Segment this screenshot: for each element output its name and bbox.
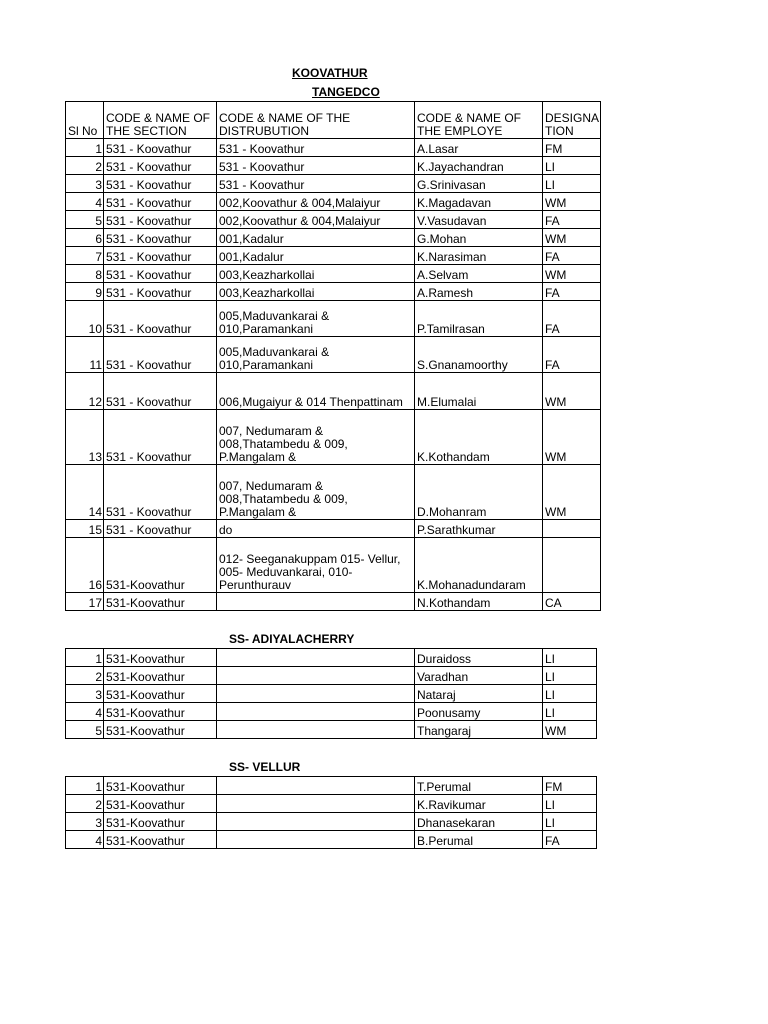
- cell-section: 531 - Koovathur: [104, 283, 217, 301]
- cell-designation: LI: [543, 795, 597, 813]
- cell-sl-no: 8: [66, 265, 104, 283]
- cell-section: 531-Koovathur: [104, 721, 217, 739]
- cell-section: 531-Koovathur: [104, 649, 217, 667]
- cell-section: 531 - Koovathur: [104, 193, 217, 211]
- cell-section: 531 - Koovathur: [104, 301, 217, 337]
- cell-distribution: 012- Seeganakuppam 015- Vellur, 005- Meduvankarai, 010- Perunthurauv: [217, 538, 415, 593]
- cell-employee: V.Vasudavan: [415, 211, 543, 229]
- table-row: [66, 538, 601, 593]
- cell-sl-no: 2: [66, 795, 104, 813]
- table-row: [66, 410, 601, 465]
- header-distribution: CODE & NAME OF THE DISTRUBUTION: [217, 102, 415, 139]
- cell-designation: LI: [543, 685, 597, 703]
- cell-distribution: 003,Keazharkollai: [217, 265, 415, 283]
- cell-sl-no: 17: [66, 593, 104, 611]
- cell-sl-no: 1: [66, 649, 104, 667]
- cell-employee: K.Jayachandran: [415, 157, 543, 175]
- cell-designation: LI: [543, 667, 597, 685]
- cell-designation: WM: [543, 465, 601, 520]
- cell-designation: FA: [543, 337, 601, 373]
- cell-employee: Nataraj: [415, 685, 543, 703]
- header-employee: CODE & NAME OF THE EMPLOYE: [415, 102, 543, 139]
- cell-designation: FA: [543, 831, 597, 849]
- cell-distribution: 007, Nedumaram & 008,Thatambedu & 009, P.Mangalam &: [217, 410, 415, 465]
- cell-distribution: 001,Kadalur: [217, 229, 415, 247]
- document-title: KOOVATHUR: [292, 66, 368, 80]
- cell-designation: WM: [543, 229, 601, 247]
- cell-sl-no: 4: [66, 703, 104, 721]
- cell-sl-no: 11: [66, 337, 104, 373]
- cell-section: 531 - Koovathur: [104, 175, 217, 193]
- cell-section: 531-Koovathur: [104, 538, 217, 593]
- cell-designation: LI: [543, 649, 597, 667]
- cell-employee: Thangaraj: [415, 721, 543, 739]
- cell-sl-no: 3: [66, 813, 104, 831]
- cell-sl-no: 7: [66, 247, 104, 265]
- cell-employee: B.Perumal: [415, 831, 543, 849]
- cell-designation: [543, 520, 601, 538]
- cell-employee: M.Elumalai: [415, 373, 543, 410]
- cell-distribution: [217, 703, 415, 721]
- cell-designation: LI: [543, 703, 597, 721]
- cell-section: 531 - Koovathur: [104, 410, 217, 465]
- cell-designation: WM: [543, 373, 601, 410]
- cell-section: 531-Koovathur: [104, 685, 217, 703]
- cell-employee: K.Mohanadundaram: [415, 538, 543, 593]
- cell-distribution: [217, 649, 415, 667]
- cell-employee: D.Mohanram: [415, 465, 543, 520]
- cell-section: 531 - Koovathur: [104, 229, 217, 247]
- table-row: [66, 193, 601, 211]
- cell-sl-no: 6: [66, 229, 104, 247]
- cell-sl-no: 4: [66, 193, 104, 211]
- cell-sl-no: 2: [66, 667, 104, 685]
- cell-designation: WM: [543, 193, 601, 211]
- cell-employee: S.Gnanamoorthy: [415, 337, 543, 373]
- table-row: [66, 777, 597, 795]
- table-header-row: [66, 102, 601, 139]
- cell-distribution: [217, 685, 415, 703]
- cell-section: 531 - Koovathur: [104, 211, 217, 229]
- cell-distribution: [217, 777, 415, 795]
- cell-distribution: [217, 831, 415, 849]
- cell-designation: WM: [543, 265, 601, 283]
- cell-sl-no: 10: [66, 301, 104, 337]
- cell-employee: K.Narasiman: [415, 247, 543, 265]
- cell-distribution: [217, 721, 415, 739]
- cell-designation: CA: [543, 593, 601, 611]
- cell-designation: LI: [543, 175, 601, 193]
- table-row: [66, 373, 601, 410]
- table-row: [66, 337, 601, 373]
- table-row: [66, 157, 601, 175]
- cell-sl-no: 15: [66, 520, 104, 538]
- cell-employee: N.Kothandam: [415, 593, 543, 611]
- cell-distribution: 006,Mugaiyur & 014 Thenpattinam: [217, 373, 415, 410]
- table-row: [66, 139, 601, 157]
- cell-distribution: [217, 813, 415, 831]
- cell-section: 531-Koovathur: [104, 795, 217, 813]
- cell-distribution: 531 - Koovathur: [217, 175, 415, 193]
- vellur-table: [65, 776, 597, 849]
- cell-distribution: 002,Koovathur & 004,Malaiyur: [217, 211, 415, 229]
- table-row: [66, 813, 597, 831]
- cell-section: 531 - Koovathur: [104, 139, 217, 157]
- cell-designation: WM: [543, 721, 597, 739]
- cell-section: 531-Koovathur: [104, 667, 217, 685]
- cell-sl-no: 9: [66, 283, 104, 301]
- cell-employee: A.Lasar: [415, 139, 543, 157]
- section-label-adiyalacherry: SS- ADIYALACHERRY: [229, 632, 355, 646]
- cell-employee: K.Ravikumar: [415, 795, 543, 813]
- cell-sl-no: 1: [66, 777, 104, 795]
- cell-distribution: 002,Koovathur & 004,Malaiyur: [217, 193, 415, 211]
- table-row: [66, 247, 601, 265]
- cell-distribution: 531 - Koovathur: [217, 157, 415, 175]
- cell-distribution: [217, 795, 415, 813]
- section-label-vellur: SS- VELLUR: [229, 760, 301, 774]
- cell-distribution: 001,Kadalur: [217, 247, 415, 265]
- cell-section: 531 - Koovathur: [104, 265, 217, 283]
- cell-sl-no: 5: [66, 211, 104, 229]
- cell-distribution: 005,Maduvankarai & 010,Paramankani: [217, 301, 415, 337]
- header-designation: DESIGNA TION: [543, 102, 601, 139]
- cell-section: 531 - Koovathur: [104, 520, 217, 538]
- table-row: [66, 465, 601, 520]
- cell-employee: Varadhan: [415, 667, 543, 685]
- cell-designation: [543, 538, 601, 593]
- cell-sl-no: 5: [66, 721, 104, 739]
- table-row: [66, 593, 601, 611]
- cell-employee: A.Ramesh: [415, 283, 543, 301]
- table-row: [66, 211, 601, 229]
- cell-employee: P.Tamilrasan: [415, 301, 543, 337]
- cell-sl-no: 3: [66, 685, 104, 703]
- cell-section: 531-Koovathur: [104, 593, 217, 611]
- cell-sl-no: 13: [66, 410, 104, 465]
- cell-sl-no: 1: [66, 139, 104, 157]
- table-row: [66, 685, 597, 703]
- cell-employee: P.Sarathkumar: [415, 520, 543, 538]
- table-row: [66, 265, 601, 283]
- cell-employee: A.Selvam: [415, 265, 543, 283]
- cell-employee: Poonusamy: [415, 703, 543, 721]
- cell-sl-no: 14: [66, 465, 104, 520]
- table-row: [66, 520, 601, 538]
- cell-sl-no: 16: [66, 538, 104, 593]
- cell-section: 531 - Koovathur: [104, 465, 217, 520]
- cell-distribution: [217, 667, 415, 685]
- cell-sl-no: 12: [66, 373, 104, 410]
- table-row: [66, 831, 597, 849]
- header-section: CODE & NAME OF THE SECTION: [104, 102, 217, 139]
- staff-table: [65, 101, 601, 611]
- cell-sl-no: 3: [66, 175, 104, 193]
- cell-distribution: [217, 593, 415, 611]
- cell-designation: FA: [543, 247, 601, 265]
- table-row: [66, 703, 597, 721]
- cell-employee: G.Srinivasan: [415, 175, 543, 193]
- cell-distribution: 003,Keazharkollai: [217, 283, 415, 301]
- cell-employee: K.Kothandam: [415, 410, 543, 465]
- cell-section: 531-Koovathur: [104, 703, 217, 721]
- cell-distribution: 531 - Koovathur: [217, 139, 415, 157]
- cell-employee: Dhanasekaran: [415, 813, 543, 831]
- cell-section: 531-Koovathur: [104, 777, 217, 795]
- cell-employee: G.Mohan: [415, 229, 543, 247]
- cell-section: 531 - Koovathur: [104, 247, 217, 265]
- cell-designation: FA: [543, 283, 601, 301]
- cell-designation: FA: [543, 211, 601, 229]
- table-row: [66, 301, 601, 337]
- cell-section: 531 - Koovathur: [104, 157, 217, 175]
- cell-designation: LI: [543, 157, 601, 175]
- table-row: [66, 229, 601, 247]
- cell-section: 531 - Koovathur: [104, 373, 217, 410]
- table-row: [66, 283, 601, 301]
- cell-distribution: 005,Maduvankarai & 010,Paramankani: [217, 337, 415, 373]
- cell-designation: FA: [543, 301, 601, 337]
- document-subtitle: TANGEDCO: [312, 85, 380, 99]
- cell-section: 531 - Koovathur: [104, 337, 217, 373]
- adiyalacherry-table: [65, 648, 597, 739]
- table-row: [66, 649, 597, 667]
- table-row: [66, 667, 597, 685]
- cell-distribution: do: [217, 520, 415, 538]
- cell-designation: LI: [543, 813, 597, 831]
- cell-section: 531-Koovathur: [104, 831, 217, 849]
- cell-designation: WM: [543, 410, 601, 465]
- cell-sl-no: 2: [66, 157, 104, 175]
- cell-distribution: 007, Nedumaram & 008,Thatambedu & 009, P.Mangalam &: [217, 465, 415, 520]
- cell-sl-no: 4: [66, 831, 104, 849]
- table-row: [66, 795, 597, 813]
- cell-designation: FM: [543, 139, 601, 157]
- cell-section: 531-Koovathur: [104, 813, 217, 831]
- cell-employee: T.Perumal: [415, 777, 543, 795]
- cell-designation: FM: [543, 777, 597, 795]
- table-row: [66, 175, 601, 193]
- header-sl-no: Sl No: [66, 102, 104, 139]
- cell-employee: K.Magadavan: [415, 193, 543, 211]
- table-row: [66, 721, 597, 739]
- cell-employee: Duraidoss: [415, 649, 543, 667]
